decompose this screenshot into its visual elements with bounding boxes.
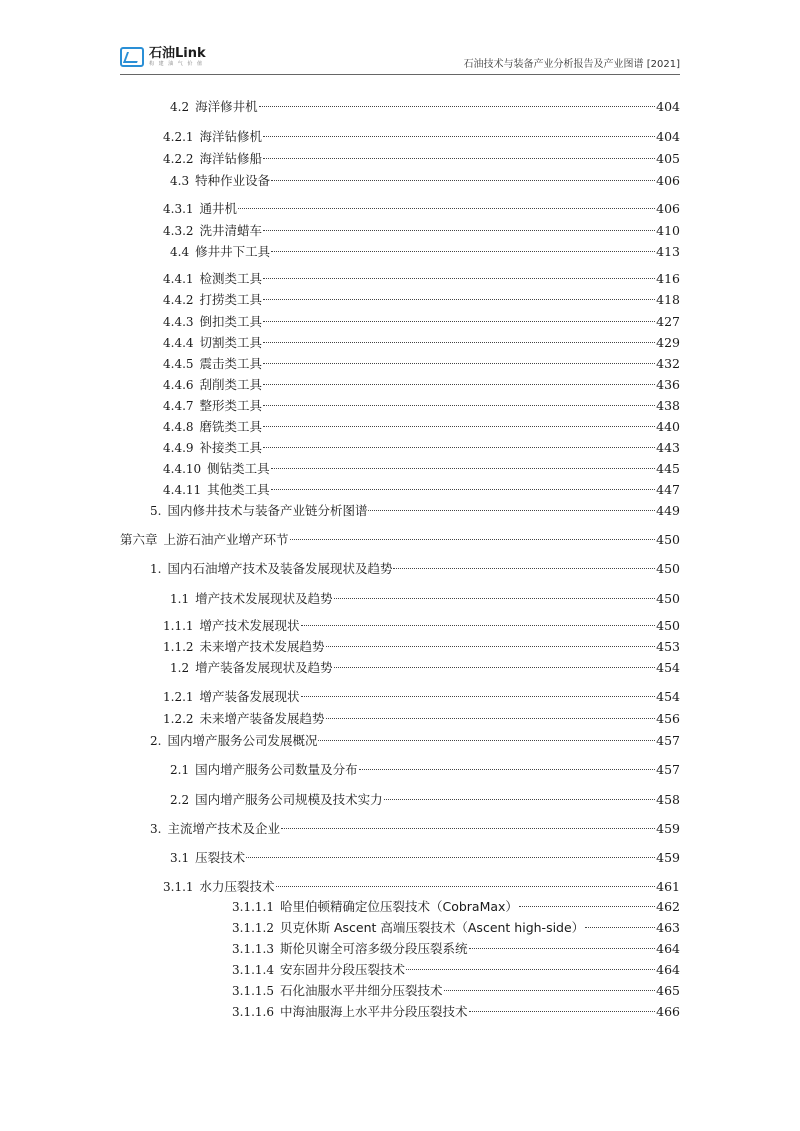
toc-entry-number: 4.4.1 <box>163 272 194 286</box>
toc-entry-page: 459 <box>656 821 680 836</box>
toc-entry-title: 国内增产服务公司规模及技术实力 <box>195 792 383 807</box>
toc-dot-leader <box>263 299 655 300</box>
toc-entry-number: 4.3.1 <box>163 202 194 216</box>
toc-entry[interactable] <box>170 243 680 261</box>
toc-dot-leader <box>263 405 655 406</box>
toc-entry-page: 450 <box>656 532 680 547</box>
report-title: 石油技术与装备产业分析报告及产业图谱 [2021] <box>463 59 680 70</box>
toc-entry[interactable] <box>150 502 680 520</box>
toc-entry-title: 打捞类工具 <box>199 292 263 307</box>
toc-entry[interactable] <box>232 940 680 958</box>
toc-dot-leader <box>301 696 656 697</box>
toc-entry-number: 1.1 <box>170 592 190 606</box>
toc-entry-title: 磨铣类工具 <box>199 419 263 434</box>
toc-entry-title: 刮削类工具 <box>199 377 263 392</box>
toc-entry-number: 4.4.2 <box>163 293 194 307</box>
toc-entry-page: 432 <box>656 356 680 371</box>
toc-entry-title: 通井机 <box>199 201 238 216</box>
toc-entry-number: 3.1.1.1 <box>232 900 274 914</box>
toc-entry[interactable] <box>163 439 680 457</box>
toc-entry-title: 海洋钻修机 <box>199 129 263 144</box>
toc-entry[interactable] <box>163 313 680 331</box>
toc-entry-title: 上游石油产业增产环节 <box>163 532 289 547</box>
toc-entry-title: 主流增产技术及企业 <box>167 821 280 836</box>
toc-entry[interactable] <box>163 270 680 288</box>
toc-entry-page: 418 <box>656 292 680 307</box>
toc-entry-page: 436 <box>656 377 680 392</box>
toc-dot-leader <box>444 990 656 991</box>
toc-entry-number: 3.1.1 <box>163 880 194 894</box>
toc-entry-number: 3.1.1.3 <box>232 942 274 956</box>
toc-entry-number: 1.2 <box>170 661 190 675</box>
toc-dot-leader <box>263 363 655 364</box>
toc-entry[interactable] <box>163 418 680 436</box>
toc-entry-page: 429 <box>656 335 680 350</box>
toc-entry-number: 5. <box>150 504 162 518</box>
toc-entry[interactable] <box>170 98 680 116</box>
toc-entry-number: 4.2.1 <box>163 130 194 144</box>
toc-entry-page: 454 <box>656 689 680 704</box>
toc-entry-number: 3.1.1.5 <box>232 984 274 998</box>
toc-entry[interactable] <box>163 460 680 478</box>
toc-entry-number: 4.4.3 <box>163 315 194 329</box>
toc-entry-page: 450 <box>656 561 680 576</box>
toc-entry-title: 安东固井分段压裂技术 <box>279 962 405 977</box>
toc-dot-leader <box>469 1011 656 1012</box>
toc-entry-number: 3.1.1.6 <box>232 1005 274 1019</box>
toc-entry-page: 453 <box>656 639 680 654</box>
toc-dot-leader <box>368 510 655 511</box>
toc-entry[interactable] <box>163 688 680 706</box>
toc-entry-title: 增产技术发展现状 <box>199 618 300 633</box>
toc-entry-number: 1.2.2 <box>163 712 194 726</box>
toc-entry[interactable] <box>163 397 680 415</box>
logo-tagline: 构 建 油 气 价 值 <box>149 61 204 67</box>
toc-entry-page: 406 <box>656 201 680 216</box>
toc-entry[interactable] <box>163 200 680 218</box>
toc-entry[interactable] <box>150 732 680 750</box>
toc-dot-leader <box>334 667 656 668</box>
toc-entry-page: 450 <box>656 591 680 606</box>
toc-entry-number: 4.4.10 <box>163 462 202 476</box>
toc-dot-leader <box>384 799 656 800</box>
toc-entry-number: 4.4.8 <box>163 420 194 434</box>
toc-entry-title: 特种作业设备 <box>195 173 271 188</box>
toc-entry-page: 459 <box>656 850 680 865</box>
toc-entry-title: 增产装备发展现状及趋势 <box>195 660 333 675</box>
toc-entry-title: 震击类工具 <box>199 356 263 371</box>
toc-dot-leader <box>326 646 656 647</box>
toc-entry-number: 4.4.9 <box>163 441 194 455</box>
toc-entry[interactable] <box>150 560 680 578</box>
toc-entry-title: 水力压裂技术 <box>199 879 275 894</box>
toc-entry-page: 464 <box>656 941 680 956</box>
toc-entry-number: 4.3.2 <box>163 224 194 238</box>
toc-entry[interactable] <box>163 355 680 373</box>
toc-dot-leader <box>359 769 656 770</box>
toc-entry-title: 切割类工具 <box>199 335 263 350</box>
toc-dot-leader <box>393 568 655 569</box>
toc-entry-title: 中海油服海上水平井分段压裂技术 <box>279 1004 468 1019</box>
toc-dot-leader <box>326 718 656 719</box>
toc-dot-leader <box>290 539 656 540</box>
toc-dot-leader <box>263 447 655 448</box>
toc-entry-page: 405 <box>656 151 680 166</box>
toc-entry-number: 2.2 <box>170 793 190 807</box>
toc-entry-title: 石化油服水平井细分压裂技术 <box>279 983 443 998</box>
toc-entry-title: 斯伦贝谢全可溶多级分段压裂系统 <box>279 941 468 956</box>
toc-entry-title: 整形类工具 <box>199 398 263 413</box>
toc-entry-number: 4.4.11 <box>163 483 202 497</box>
toc-entry-page: 462 <box>656 899 680 914</box>
toc-entry-title: 增产装备发展现状 <box>199 689 300 704</box>
toc-entry-number: 4.4.7 <box>163 399 194 413</box>
toc-entry[interactable] <box>170 172 680 190</box>
toc-entry[interactable] <box>163 638 680 656</box>
toc-entry-title: 补接类工具 <box>199 440 263 455</box>
toc-entry-title: 国内增产服务公司发展概况 <box>167 733 318 748</box>
toc-entry-page: 449 <box>656 503 680 518</box>
toc-entry-title: 国内石油增产技术及装备发展现状及趋势 <box>167 561 393 576</box>
toc-entry-number: 3.1.1.2 <box>232 921 274 935</box>
toc-entry-title: 国内修井技术与装备产业链分析图谱 <box>167 503 368 518</box>
toc-entry-page: 404 <box>656 99 680 114</box>
toc-entry[interactable] <box>170 590 680 608</box>
toc-entry-page: 427 <box>656 314 680 329</box>
toc-dot-leader <box>271 468 655 469</box>
toc-entry[interactable] <box>163 334 680 352</box>
toc-entry-title: 海洋修井机 <box>195 99 258 114</box>
toc-entry[interactable] <box>232 961 680 979</box>
logo-name: 石油Link <box>149 46 206 61</box>
toc-entry[interactable] <box>163 222 680 240</box>
toc-entry[interactable] <box>163 878 680 896</box>
toc-entry-title: 贝克休斯 Ascent 高端压裂技术（Ascent high-side） <box>279 920 585 935</box>
toc-entry-number: 1.1.1 <box>163 619 194 633</box>
toc-entry-number: 3. <box>150 822 162 836</box>
toc-dot-leader <box>271 489 655 490</box>
toc-entry[interactable] <box>163 481 680 499</box>
toc-entry-number: 3.1 <box>170 851 190 865</box>
toc-entry-page: 458 <box>656 792 680 807</box>
toc-entry[interactable] <box>163 617 680 635</box>
toc-entry-page: 416 <box>656 271 680 286</box>
toc-entry[interactable] <box>163 710 680 728</box>
toc-entry[interactable] <box>163 376 680 394</box>
toc-entry-number: 3.1.1.4 <box>232 963 274 977</box>
toc-entry-page: 404 <box>656 129 680 144</box>
toc-entry-title: 哈里伯顿精确定位压裂技术（CobraMax） <box>279 899 518 914</box>
toc-dot-leader <box>301 625 656 626</box>
toc-dot-leader <box>276 886 656 887</box>
toc-entry-title: 未来增产技术发展趋势 <box>199 639 325 654</box>
toc-dot-leader <box>281 828 655 829</box>
toc-entry[interactable] <box>163 128 680 146</box>
toc-entry-page: 465 <box>656 983 680 998</box>
toc-entry-page: 454 <box>656 660 680 675</box>
toc-entry-title: 洗井清蜡车 <box>199 223 263 238</box>
toc-dot-leader <box>263 426 655 427</box>
toc-dot-leader <box>238 208 655 209</box>
toc-dot-leader <box>263 278 655 279</box>
toc-dot-leader <box>246 857 655 858</box>
toc-entry-number: 1. <box>150 562 162 576</box>
toc-dot-leader <box>406 969 655 970</box>
toc-entry-page: 450 <box>656 618 680 633</box>
toc-entry-number: 4.4.5 <box>163 357 194 371</box>
toc-dot-leader <box>519 906 655 907</box>
toc-entry-page: 457 <box>656 733 680 748</box>
toc-dot-leader <box>271 251 655 252</box>
toc-dot-leader <box>318 740 655 741</box>
toc-entry-number: 2. <box>150 734 162 748</box>
toc-entry[interactable] <box>170 849 680 867</box>
toc-entry[interactable] <box>170 791 680 809</box>
toc-entry-title: 国内增产服务公司数量及分布 <box>195 762 358 777</box>
toc-entry-number: 1.2.1 <box>163 690 194 704</box>
toc-entry[interactable] <box>232 898 680 916</box>
toc-entry-title: 侧钻类工具 <box>207 461 270 476</box>
toc-entry-number: 4.4.6 <box>163 378 194 392</box>
toc-entry[interactable] <box>163 291 680 309</box>
toc-entry-number: 4.2.2 <box>163 152 194 166</box>
toc-entry-number: 2.1 <box>170 763 190 777</box>
toc-dot-leader <box>585 927 655 928</box>
toc-dot-leader <box>263 342 655 343</box>
toc-entry[interactable] <box>163 150 680 168</box>
toc-entry-number: 1.1.2 <box>163 640 194 654</box>
toc-entry-title: 压裂技术 <box>195 850 246 865</box>
toc-entry[interactable] <box>232 982 680 1000</box>
toc-dot-leader <box>271 180 655 181</box>
toc-dot-leader <box>469 948 656 949</box>
toc-dot-leader <box>263 321 655 322</box>
toc-entry-page: 463 <box>656 920 680 935</box>
toc-entry[interactable] <box>150 820 680 838</box>
toc-entry[interactable] <box>232 919 680 937</box>
toc-entry-number: 4.4 <box>170 245 190 259</box>
toc-dot-leader <box>259 106 656 107</box>
toc-entry-page: 447 <box>656 482 680 497</box>
toc-entry-page: 457 <box>656 762 680 777</box>
toc-entry[interactable] <box>170 761 680 779</box>
toc-dot-leader <box>334 598 656 599</box>
toc-entry-title: 检测类工具 <box>199 271 263 286</box>
toc-entry-number: 4.4.4 <box>163 336 194 350</box>
toc-entry-page: 410 <box>656 223 680 238</box>
toc-entry-title: 倒扣类工具 <box>199 314 263 329</box>
toc-entry-title: 海洋钻修船 <box>199 151 263 166</box>
toc-dot-leader <box>263 136 655 137</box>
toc-entry-page: 464 <box>656 962 680 977</box>
toc-dot-leader <box>263 384 655 385</box>
toc-entry[interactable] <box>170 659 680 677</box>
toc-entry-page: 461 <box>656 879 680 894</box>
toc-entry-title: 增产技术发展现状及趋势 <box>195 591 333 606</box>
toc-entry-page: 440 <box>656 419 680 434</box>
toc-entry[interactable] <box>232 1003 680 1021</box>
toc-entry-page: 445 <box>656 461 680 476</box>
toc-dot-leader <box>263 158 655 159</box>
toc-entry-page: 413 <box>656 244 680 259</box>
toc-entry-page: 466 <box>656 1004 680 1019</box>
toc-entry-page: 406 <box>656 173 680 188</box>
toc-entry-number: 4.3 <box>170 174 190 188</box>
toc-entry-title: 未来增产装备发展趋势 <box>199 711 325 726</box>
toc-entry-page: 443 <box>656 440 680 455</box>
toc-entry-title: 修井井下工具 <box>195 244 271 259</box>
toc-entry-title: 其他类工具 <box>207 482 270 497</box>
toc-entry-page: 438 <box>656 398 680 413</box>
toc-dot-leader <box>263 230 655 231</box>
toc-entry-number: 第六章 <box>120 532 158 547</box>
toc-entry-page: 456 <box>656 711 680 726</box>
toc-entry-number: 4.2 <box>170 100 190 114</box>
toc-entry[interactable] <box>120 531 680 549</box>
